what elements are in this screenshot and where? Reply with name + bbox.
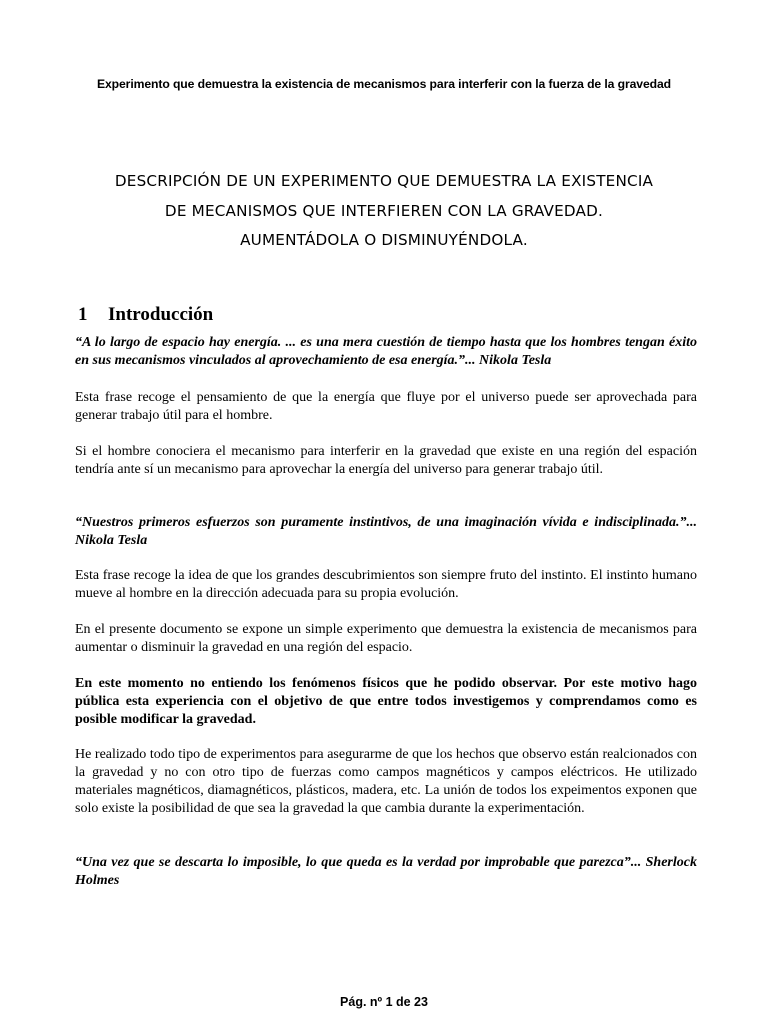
tesla-quote-1 (75, 334, 697, 370)
body-paragraph-1 (75, 389, 697, 425)
section-title: Introducción (108, 304, 214, 325)
quote-paragraph: “A lo largo de espacio hay energía. ... es una mera cuestión de tiempo hasta que los hombres tengan éxito en sus mecanismos vinculados al aprovechamiento de esa energía.”... Nikola Tesla (75, 335, 697, 368)
page-number: Pág. nº 1 de 23 (340, 995, 428, 1009)
paragraph-text: En el presente documento se expone un simple experimento que demuestra la existencia de mecanismos para aumentar o disminuir la gravedad en una región del espacio. (75, 622, 697, 655)
paragraph-text: He realizado todo tipo de experimentos para asegurarme de que los hechos que observo están realcionados con la gravedad y no con otro tipo de fuerzas como campos magnéticos y campos eléctricos. He utilizado materiales magnéticos, diamagnéticos, plásticos, madera, etc. La unión de todos los expeimentos exponen que solo existe la posibilidad de que sea la gravedad la que cambia durante la experimentación. (75, 747, 697, 816)
body-paragraph-5 (75, 746, 697, 818)
document-title-line-2: DE MECANISMOS QUE INTERFIEREN CON LA GRAVEDAD. (164, 201, 604, 220)
section-heading (78, 304, 213, 326)
document-title (40, 167, 728, 256)
paragraph-text: Esta frase recoge la idea de que los grandes descubrimientos son siempre fruto del instinto. El instinto humano mueve al hombre en la dirección adecuada para su propia evolución. (75, 568, 697, 601)
quote-paragraph: “Una vez que se descarta lo imposible, lo que queda es la verdad por improbable que parezca”... Sherlock Holmes (75, 855, 697, 888)
document-title-line-3: AUMENTÁDOLA O DISMINUYÉNDOLA. (240, 231, 528, 249)
bold-paragraph: En este momento no entiendo los fenómenos físicos que he podido observar. Por este motivo hago pública esta experiencia con el objetivo de que entre todos investigemos y comprendamos como es posible modificar la gravedad. (75, 676, 697, 727)
tesla-quote-2 (75, 514, 697, 550)
body-paragraph-4 (75, 621, 697, 657)
quote-paragraph: “Nuestros primeros esfuerzos son puramente instintivos, de una imaginación vívida e indisciplinada.”... Nikola Tesla (75, 515, 697, 548)
section-number: 1 (78, 304, 88, 325)
bold-statement (75, 675, 697, 729)
document-title-line-1: DESCRIPCIÓN DE UN EXPERIMENTO QUE DEMUESTRA LA EXISTENCIA (114, 172, 654, 190)
running-header: Experimento que demuestra la existencia de mecanismos para interferir con la fuerza de la gravedad (96, 77, 672, 91)
paragraph-text: Esta frase recoge el pensamiento de que la energía que fluye por el universo puede ser aprovechada para generar trabajo útil para el hombre. (75, 390, 697, 423)
paragraph-text: Si el hombre conociera el mecanismo para interferir en la gravedad que existe en una región del espación tendría ante sí un mecanismo para aprovechar la energía del universo para generar trabajo útil. (75, 444, 697, 477)
body-paragraph-3 (75, 567, 697, 603)
holmes-quote (75, 854, 697, 890)
body-paragraph-2 (75, 443, 697, 479)
